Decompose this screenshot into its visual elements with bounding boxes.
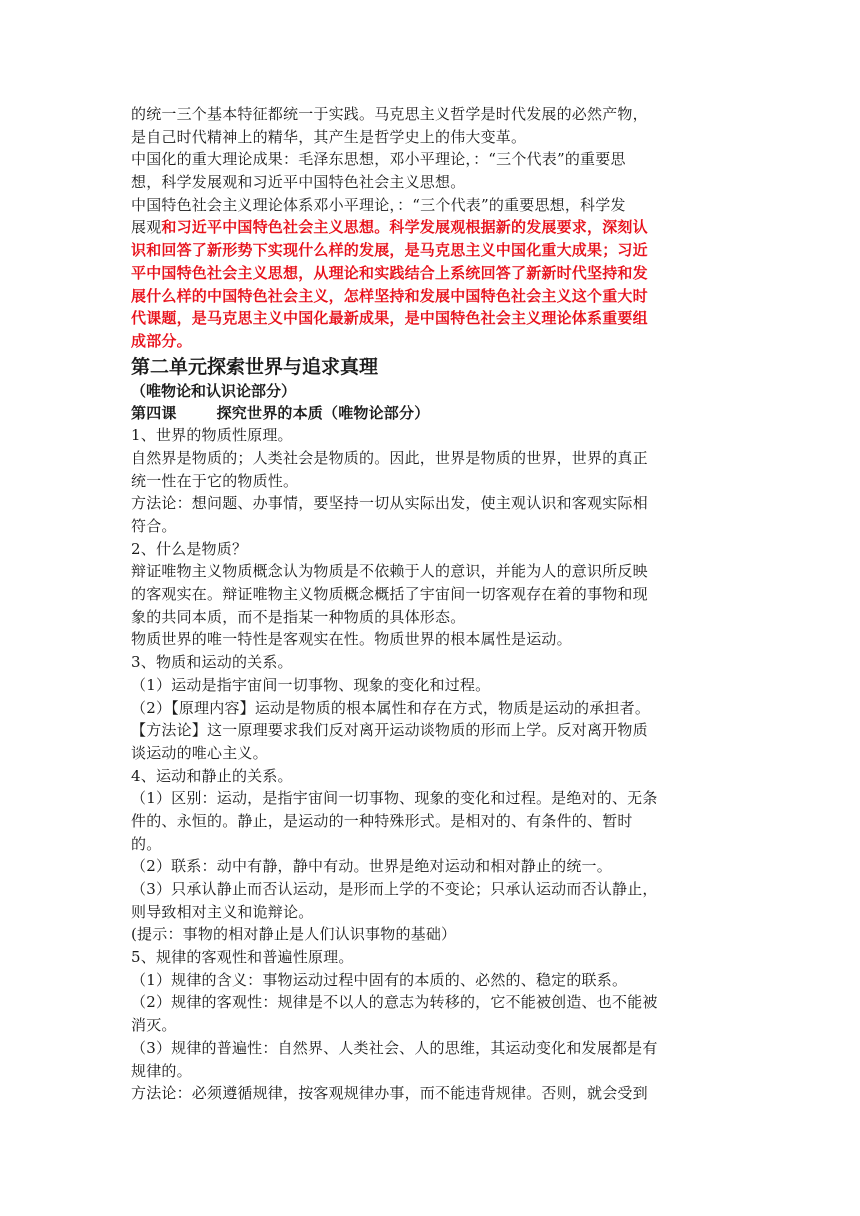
text-line: 方法论：想问题、办事情，要坚持一切从实际出发，使主观认识和客观实际相	[131, 494, 648, 513]
unit-title: 第二单元探索世界与追求真理	[131, 355, 379, 378]
unit-subtitle: （唯物论和认识论部分）	[131, 381, 297, 400]
highlighted-text: 和习近平中国特色社会主义思想。科学发展观根据新的发展要求，深刻认	[161, 218, 648, 237]
text-line: 中国化的重大理论成果：毛泽东思想，邓小平理论，：“三个代表”的重要思	[131, 150, 626, 169]
text-line: 的统一三个基本特征都统一于实践。马克思主义哲学是时代发展的必然产物，	[131, 105, 648, 123]
text-line: 消灭。	[131, 1016, 177, 1035]
text-line: 1、世界的物质性原理。	[131, 426, 293, 445]
paragraph-block-body	[131, 424, 732, 1105]
text-line: （1）规律的含义：事物运动过程中固有的本质的、必然的、稳定的联系。	[131, 970, 628, 989]
highlighted-text-line: 平中国特色社会主义思想，从理论和实践结合上系统回答了新新时代坚持和发	[131, 263, 648, 282]
paragraph-block-intro	[131, 103, 732, 216]
text-line: 象的共同本质，而不是指某一种物质的具体形态。	[131, 607, 466, 626]
text-line: （2）【原理内容】运动是物质的根本属性和存在方式，物质是运动的承担者。	[131, 698, 651, 717]
text-line: （1）运动是指宇宙间一切事物、现象的变化和过程。	[131, 675, 491, 694]
lesson-number: 第四课	[131, 403, 177, 422]
text-line: 4、运动和静止的关系。	[131, 766, 293, 785]
highlighted-text-line: 识和回答了新形势下实现什么样的发展，是马克思主义中国化重大成果；习近	[131, 241, 648, 260]
text-line: （3）只承认静止而否认运动，是形而上学的不变论；只承认运动而否认静止，	[131, 880, 658, 898]
text-line: 【方法论】这一原理要求我们反对离开运动谈物质的形而上学。反对离开物质	[131, 721, 648, 740]
text-line: 统一性在于它的物质性。	[131, 471, 299, 490]
text-line: (提示：事物的相对静止是人们认识事物的基础）	[131, 925, 457, 944]
lesson-heading	[131, 402, 732, 425]
highlighted-text-line: 展什么样的中国特色社会主义，怎样坚持和发展中国特色社会主义这个重大时	[131, 286, 648, 305]
text-line: （2）联系：动中有静，静中有动。世界是绝对运动和相对静止的统一。	[131, 857, 612, 876]
text-line: 符合。	[131, 517, 177, 535]
highlighted-text-line: 成部分。	[131, 331, 192, 350]
text-line: 2、什么是物质？	[131, 539, 248, 558]
text-line: 谈运动的唯心主义。	[131, 743, 268, 762]
text-line: 物质世界的唯一特性是客观实在性。物质世界的根本属性是运动。	[131, 630, 572, 649]
text-line: （2）规律的客观性：规律是不以人的意志为转移的，它不能被创造、也不能被	[131, 993, 658, 1012]
text-line: 自然界是物质的；人类社会是物质的。因此，世界是物质的世界，世界的真正	[131, 448, 648, 467]
text-line: 3、物质和运动的关系。	[131, 653, 293, 672]
text-line: 中国特色社会主义理论体系邓小平理论，：“三个代表”的重要思想，科学发	[131, 195, 626, 214]
text-line: 想，科学发展观和习近平中国特色社会主义思想。	[131, 173, 466, 192]
lesson-title: 探究世界的本质（唯物论部分）	[216, 403, 430, 422]
text-line: 方法论：必须遵循规律，按客观规律办事，而不能违背规律。否则，就会受到	[131, 1084, 648, 1103]
text-line: （1）区别：运动，是指宇宙间一切事物、现象的变化和过程。是绝对的、无条	[131, 789, 658, 808]
highlighted-block	[131, 239, 732, 352]
text-line: 5、规律的客观性和普遍性原理。	[131, 948, 354, 967]
text-line: 规律的。	[131, 1061, 192, 1080]
text-line: 的客观实在。辩证唯物主义物质概念概括了宇宙间一切客观存在着的事物和现	[131, 585, 648, 604]
normal-text: 展观	[131, 218, 162, 237]
text-line: 是自己时代精神上的精华，其产生是哲学史上的伟大变革。	[131, 127, 527, 146]
text-line: 的。	[131, 834, 162, 853]
text-line-mixed	[131, 216, 732, 239]
text-line: （3）规律的普遍性：自然界、人类社会、人的思维，其运动变化和发展都是有	[131, 1038, 658, 1057]
text-line: 件的、永恒的。静止，是运动的一种特殊形式。是相对的、有条件的、暂时	[131, 811, 633, 830]
text-line: 则导致相对主义和诡辩论。	[131, 902, 314, 921]
highlighted-text-line: 代课题，是马克思主义中国化最新成果，是中国特色社会主义理论体系重要组	[131, 309, 648, 328]
text-line: 辩证唯物主义物质概念认为物质是不依赖于人的意识，并能为人的意识所反映	[131, 562, 648, 581]
